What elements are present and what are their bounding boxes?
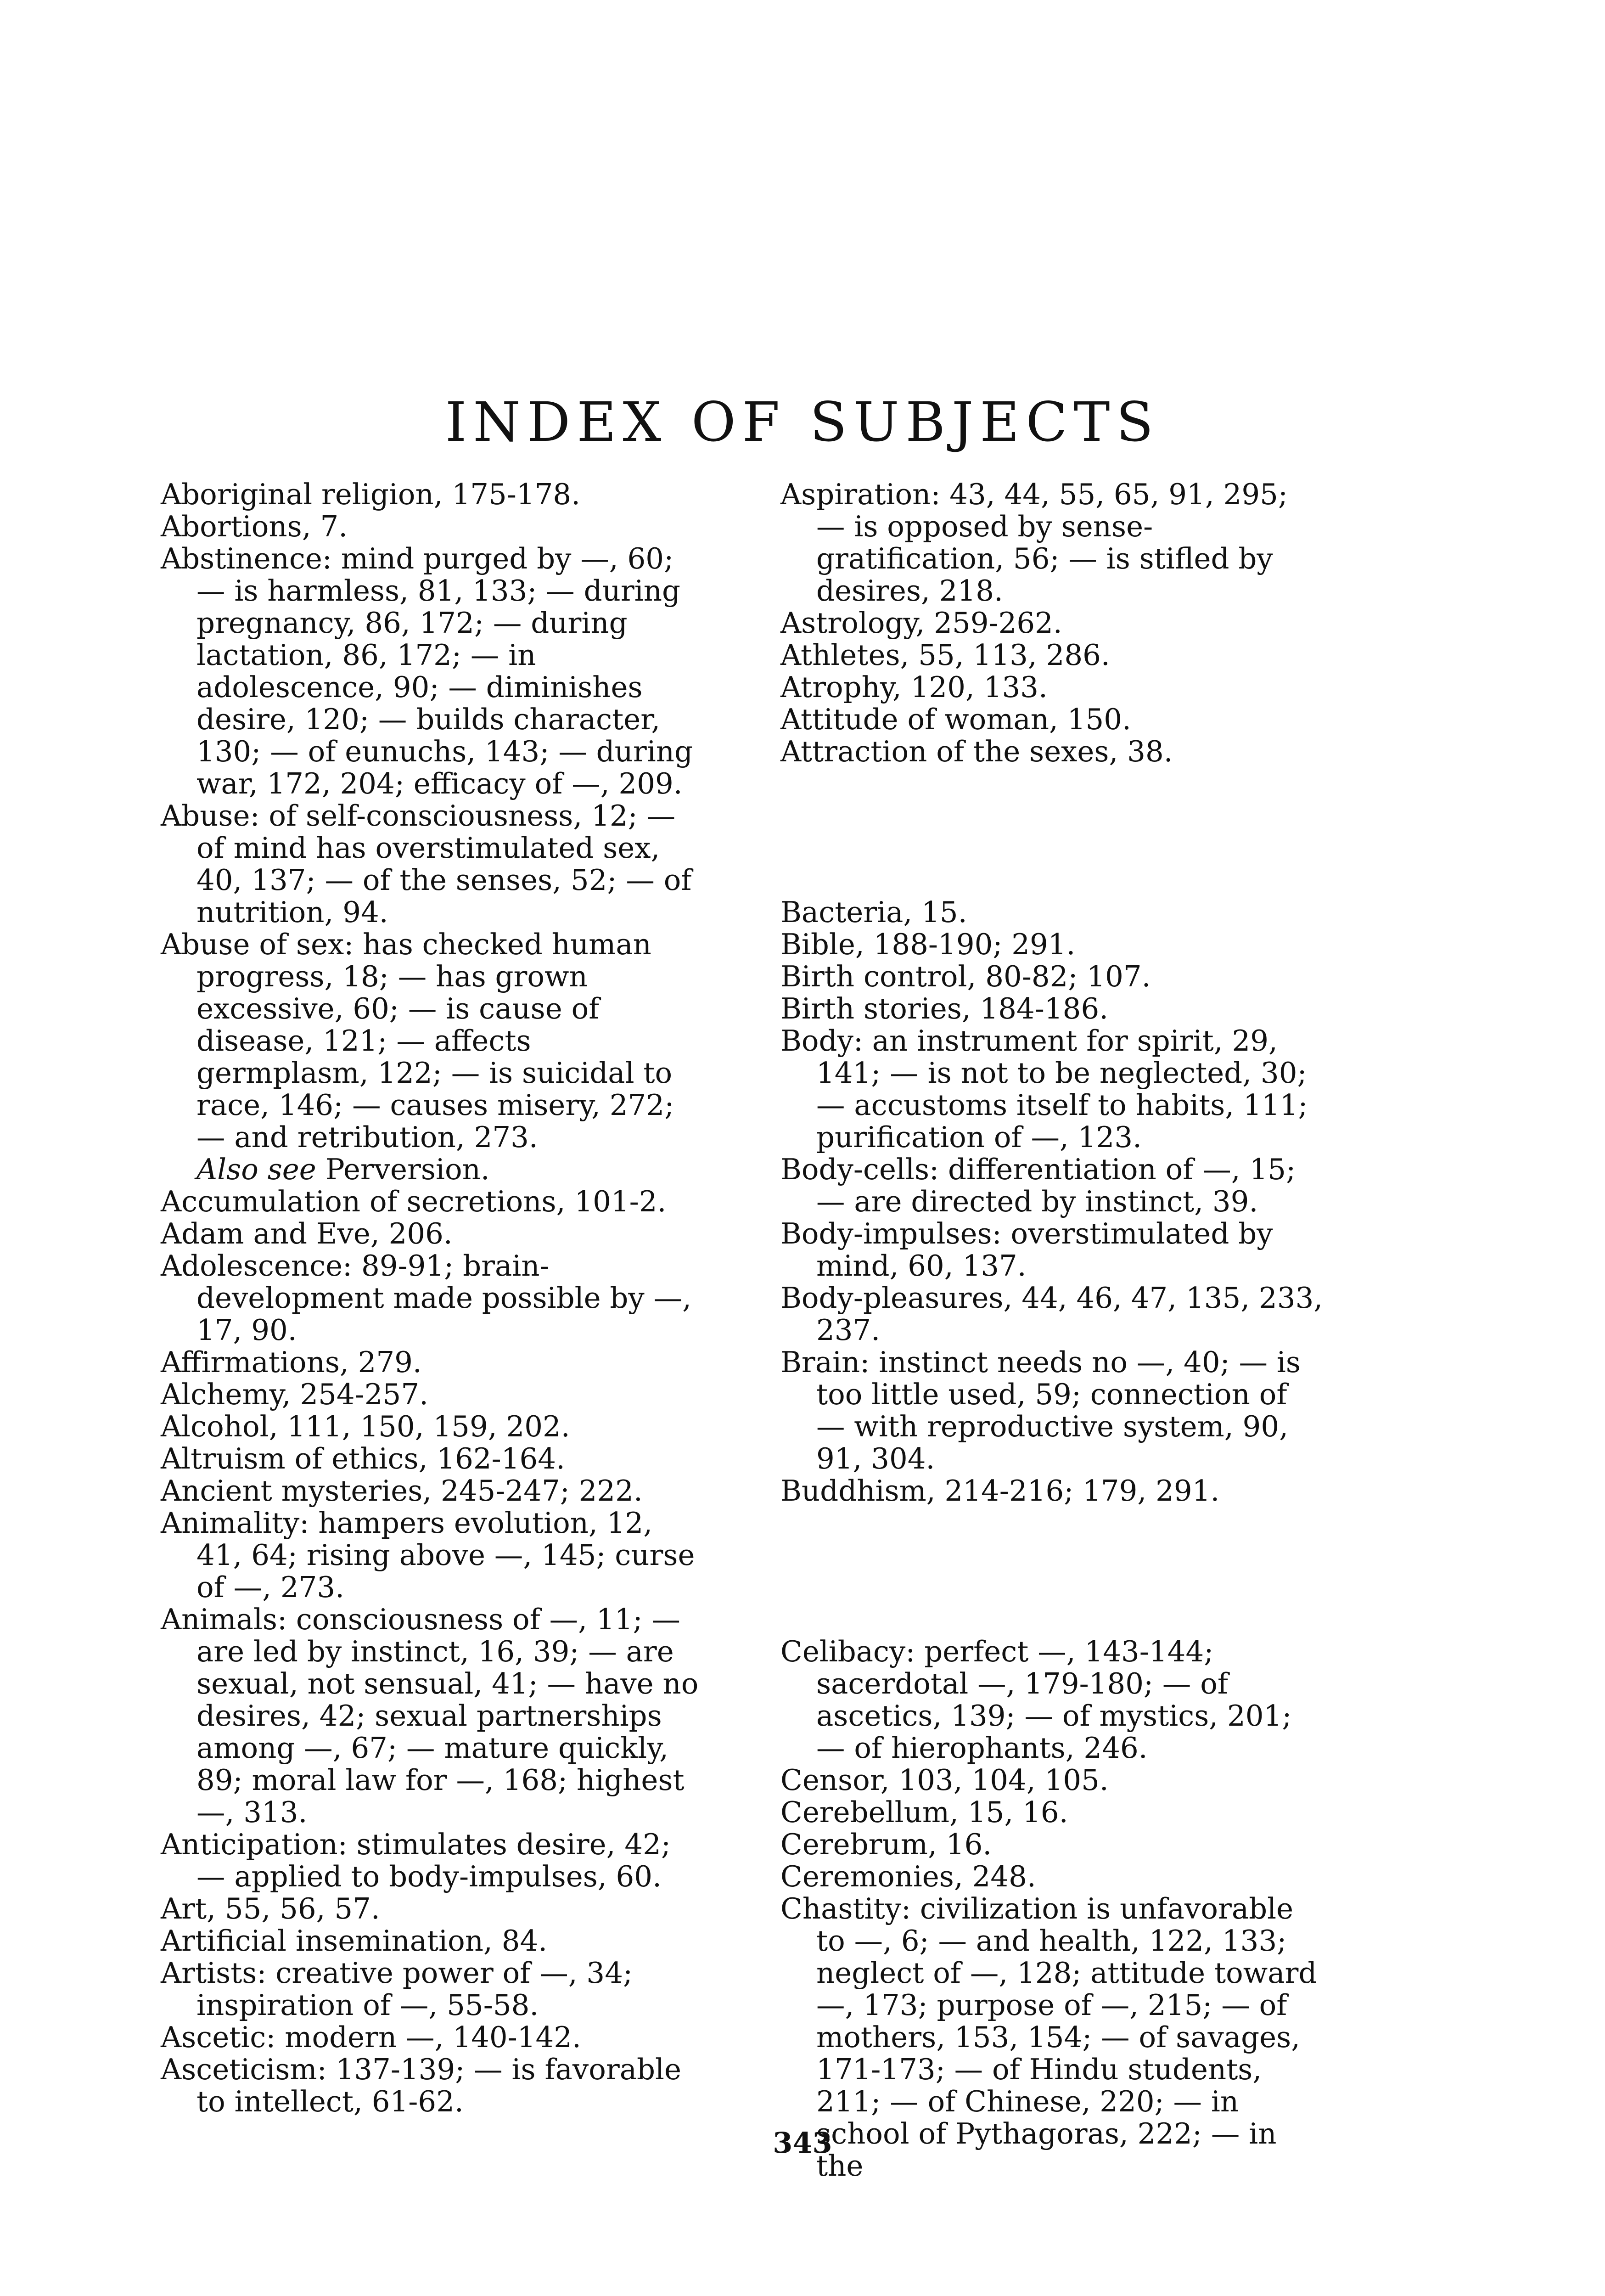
index-entry: Cerebrum, 16. bbox=[780, 1828, 992, 1861]
index-entry: Art, 55, 56, 57. bbox=[161, 1892, 380, 1925]
index-column-left bbox=[161, 478, 705, 2118]
index-entry: Aspiration: 43, 44, 55, 65, 91, 295; — is opposed by sense-gratification, 56; — is stifled by desires, 218. bbox=[780, 478, 1288, 608]
index-entry: Ascetic: modern —, 140-142. bbox=[161, 2020, 581, 2054]
index-entry: Adam and Eve, 206. bbox=[161, 1217, 453, 1250]
index-entry: Cerebellum, 15, 16. bbox=[780, 1795, 1068, 1829]
letter-section-gap bbox=[780, 768, 1324, 896]
index-entry: Chastity: civilization is unfavorable to —, 6; — and health, 122, 133; neglect of —, 128; attitude toward —, 173; purpose of —, 215; — of mothers, 153, 154; — of savages, 171-173; — of Hindu students, 211; — of Chinese, 220; — in school of Pythagoras, 222; — in the bbox=[780, 1892, 1317, 2183]
index-entry: Animals: consciousness of —, 11; — are led by instinct, 16, 39; — are sexual, not sensual, 41; — have no desires, 42; sexual partnerships among —, 67; — mature quickly, 89; moral law for —, 168; highest —, 313. bbox=[161, 1603, 699, 1829]
page-number: 343 bbox=[773, 2126, 832, 2160]
index-column-right bbox=[780, 478, 1324, 2182]
also-see-target: Perversion. bbox=[325, 1153, 490, 1186]
index-entry: Brain: instinct needs no —, 40; — is too little used, 59; connection of — with reproductive system, 90, 91, 304. bbox=[780, 1345, 1301, 1475]
index-entry: Artists: creative power of —, 34; inspiration of —, 55-58. bbox=[161, 1956, 633, 2022]
index-entry: Astrology, 259-262. bbox=[780, 606, 1062, 640]
index-entry: Buddhism, 214-216; 179, 291. bbox=[780, 1474, 1220, 1508]
letter-section-gap bbox=[780, 1507, 1324, 1636]
index-entry: Body-impulses: overstimulated by mind, 60, 137. bbox=[780, 1217, 1273, 1283]
page-title: INDEX OF SUBJECTS bbox=[445, 390, 1160, 454]
index-entry: Aboriginal religion, 175-178. bbox=[161, 478, 581, 511]
index-entry: Abuse of sex: has checked human progress, 18; — has grown excessive, 60; — is cause of disease, 121; — affects germplasm, 122; — is suicidal to race, 146; — causes misery, 272; — and retribution, 273. bbox=[161, 928, 674, 1154]
index-entry: Bacteria, 15. bbox=[780, 895, 967, 929]
cross-reference bbox=[161, 1154, 705, 1186]
index-entry: Atrophy, 120, 133. bbox=[780, 670, 1048, 704]
index-entry: Ceremonies, 248. bbox=[780, 1860, 1036, 1893]
index-entry: Athletes, 55, 113, 286. bbox=[780, 638, 1110, 672]
index-entry: Celibacy: perfect —, 143-144; sacerdotal —, 179-180; — of ascetics, 139; — of mystics, 201; — of hierophants, 246. bbox=[780, 1635, 1292, 1765]
index-entry: Body: an instrument for spirit, 29, 141; — is not to be neglected, 30; — accustoms itself to habits, 111; purification of —, 123. bbox=[780, 1024, 1308, 1154]
index-entry: Attitude of woman, 150. bbox=[780, 703, 1131, 736]
index-entry: Alcohol, 111, 150, 159, 202. bbox=[161, 1410, 570, 1443]
index-entry: Censor, 103, 104, 105. bbox=[780, 1763, 1109, 1797]
index-entry: Accumulation of secretions, 101-2. bbox=[161, 1185, 667, 1218]
index-entry: Affirmations, 279. bbox=[161, 1345, 422, 1379]
index-entry: Attraction of the sexes, 38. bbox=[780, 735, 1173, 768]
index-entry: Altruism of ethics, 162-164. bbox=[161, 1442, 565, 1475]
index-entry: Asceticism: 137-139; — is favorable to intellect, 61-62. bbox=[161, 2053, 681, 2118]
index-entry: Bible, 188-190; 291. bbox=[780, 928, 1076, 961]
index-entry: Adolescence: 89-91; brain-development made possible by —, 17, 90. bbox=[161, 1249, 691, 1347]
index-entry: Animality: hampers evolution, 12, 41, 64; rising above —, 145; curse of —, 273. bbox=[161, 1506, 695, 1604]
index-entry: Birth stories, 184-186. bbox=[780, 992, 1109, 1025]
index-entry: Ancient mysteries, 245-247; 222. bbox=[161, 1474, 643, 1508]
index-entry: Abuse: of self-consciousness, 12; — of mind has overstimulated sex, 40, 137; — of the senses, 52; — of nutrition, 94. bbox=[161, 799, 692, 929]
index-entry: Abstinence: mind purged by —, 60; — is harmless, 81, 133; — during pregnancy, 86, 172; — during lactation, 86, 172; — in adolescence, 90; — diminishes desire, 120; — builds character, 130; — of eunuchs, 143; — during war, 172, 204; efficacy of —, 209. bbox=[161, 542, 693, 800]
also-see-label: Also see bbox=[196, 1153, 316, 1186]
index-entry: Birth control, 80-82; 107. bbox=[780, 960, 1151, 993]
index-entry: Abortions, 7. bbox=[161, 510, 348, 543]
index-entry: Alchemy, 254-257. bbox=[161, 1378, 428, 1411]
index-entry: Anticipation: stimulates desire, 42; — applied to body-impulses, 60. bbox=[161, 1828, 671, 1893]
index-entry: Body-pleasures, 44, 46, 47, 135, 233, 237. bbox=[780, 1281, 1323, 1347]
index-entry: Body-cells: differentiation of —, 15; — are directed by instinct, 39. bbox=[780, 1153, 1296, 1218]
index-entry: Artificial insemination, 84. bbox=[161, 1924, 548, 1958]
